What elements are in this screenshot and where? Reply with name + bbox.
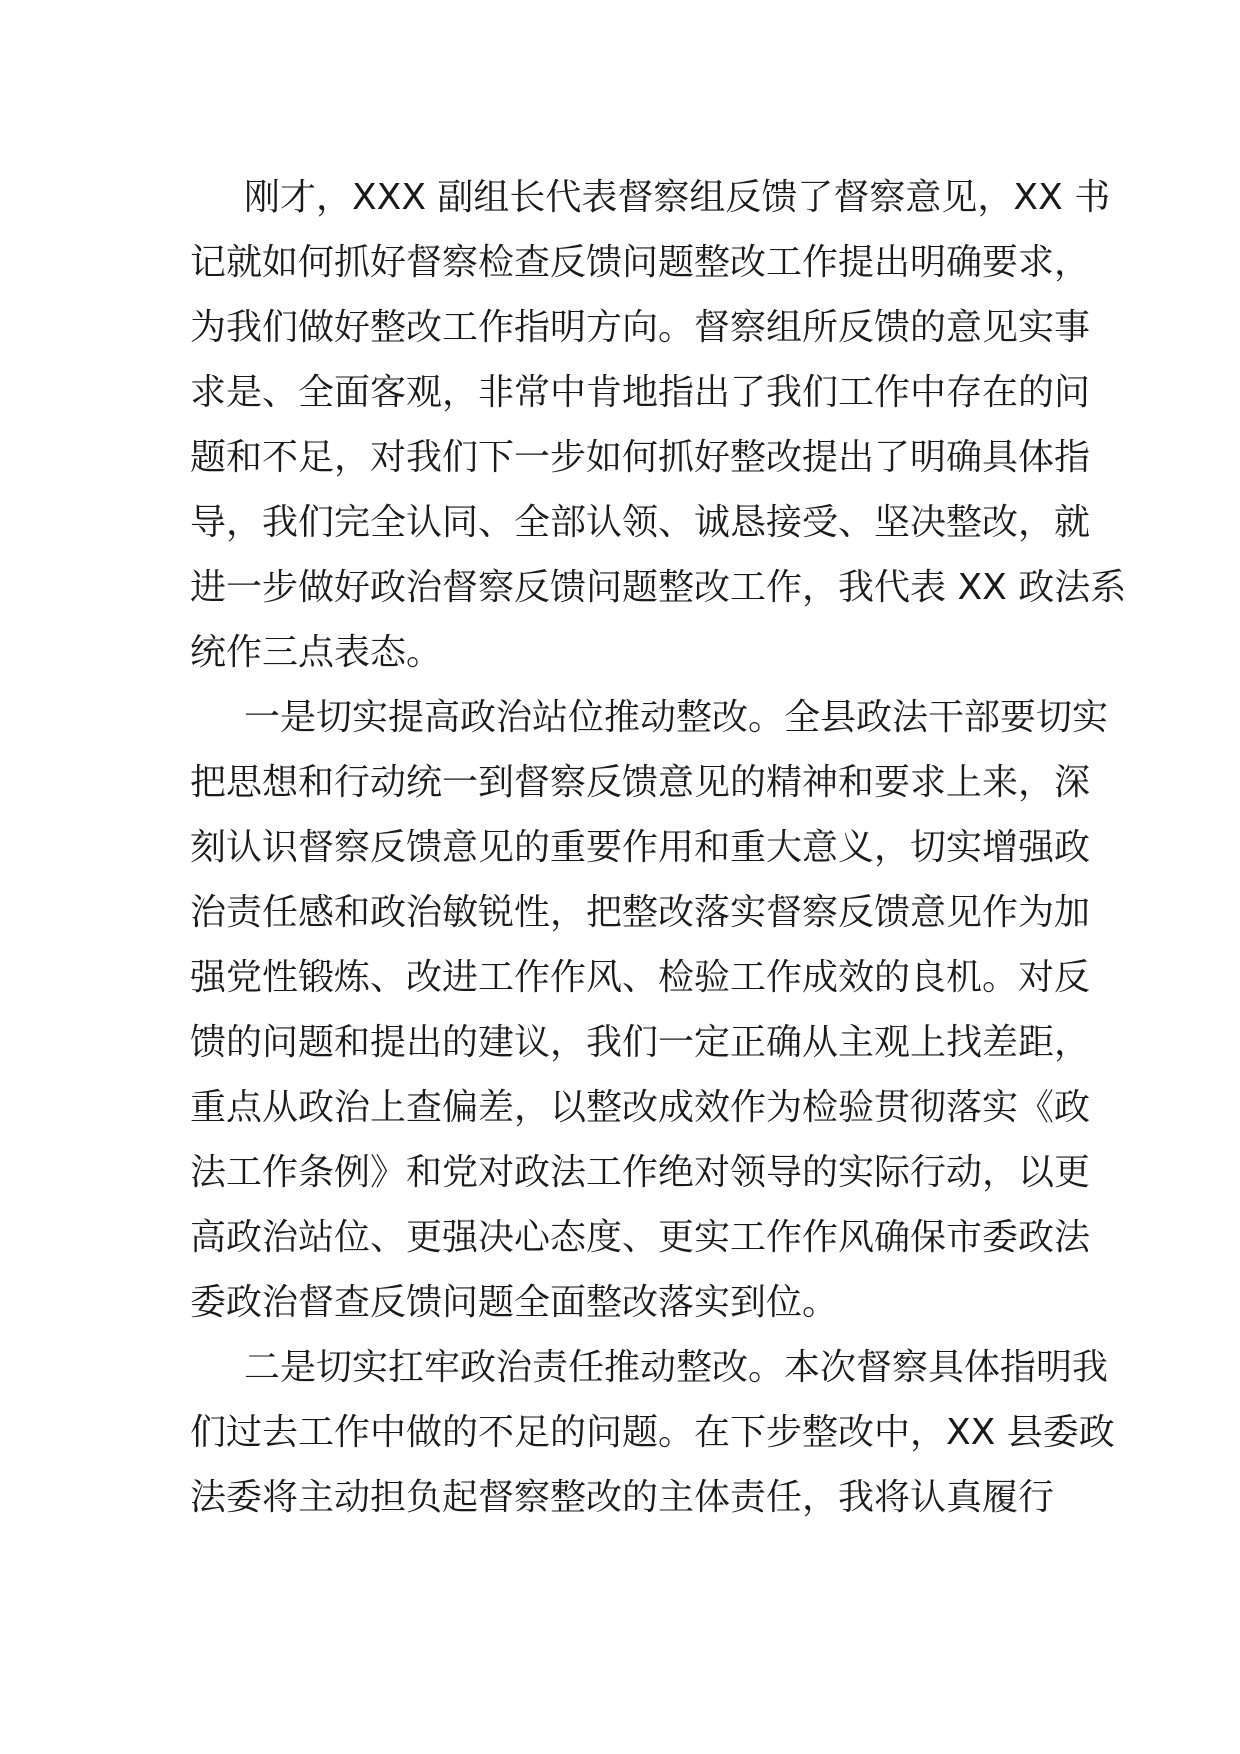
paragraph-2 [190, 685, 1109, 1335]
paragraph-line: 统作三点表态。 [190, 632, 443, 673]
paragraph-1 [190, 165, 1127, 685]
paragraph-line: 馈的问题和提出的建议，我们一定正确从主观上找差距， [190, 1022, 1091, 1063]
paragraph-line: 们过去工作中做的不足的问题。在下步整改中，XX 县委政 [190, 1412, 1115, 1453]
paragraph-line: 二是切实扛牢政治责任推动整改。本次督察具体指明我 [244, 1347, 1109, 1388]
paragraph-line: 题和不足，对我们下一步如何抓好整改提出了明确具体指 [190, 437, 1091, 478]
paragraph-line: 刻认识督察反馈意见的重要作用和重大意义，切实增强政 [190, 827, 1091, 868]
paragraph-line: 一是切实提高政治站位推动整改。全县政法干部要切实 [244, 697, 1109, 738]
paragraph-line: 进一步做好政治督察反馈问题整改工作，我代表 XX 政法系 [190, 567, 1127, 608]
paragraph-line: 记就如何抓好督察检查反馈问题整改工作提出明确要求， [190, 242, 1091, 283]
paragraph-line: 把思想和行动统一到督察反馈意见的精神和要求上来，深 [190, 762, 1091, 803]
paragraph-line: 重点从政治上查偏差，以整改成效作为检验贯彻落实《政 [190, 1087, 1091, 1128]
paragraph-line: 委政治督查反馈问题全面整改落实到位。 [190, 1282, 839, 1323]
paragraph-line: 强党性锻炼、改进工作作风、检验工作成效的良机。对反 [190, 957, 1091, 998]
paragraph-line: 高政治站位、更强决心态度、更实工作作风确保市委政法 [190, 1217, 1091, 1258]
document-body [190, 165, 1127, 1530]
paragraph-line: 求是、全面客观，非常中肯地指出了我们工作中存在的问 [190, 372, 1091, 413]
paragraph-line: 为我们做好整改工作指明方向。督察组所反馈的意见实事 [190, 307, 1091, 348]
paragraph-line: 导，我们完全认同、全部认领、诚恳接受、坚决整改，就 [190, 502, 1091, 543]
paragraph-line: 法委将主动担负起督察整改的主体责任，我将认真履行 [190, 1477, 1055, 1518]
paragraph-line: 治责任感和政治敏锐性，把整改落实督察反馈意见作为加 [190, 892, 1091, 933]
paragraph-line: 刚才，XXX 副组长代表督察组反馈了督察意见，XX 书 [244, 177, 1111, 218]
paragraph-line: 法工作条例》和党对政法工作绝对领导的实际行动，以更 [190, 1152, 1091, 1193]
paragraph-3 [190, 1335, 1115, 1530]
